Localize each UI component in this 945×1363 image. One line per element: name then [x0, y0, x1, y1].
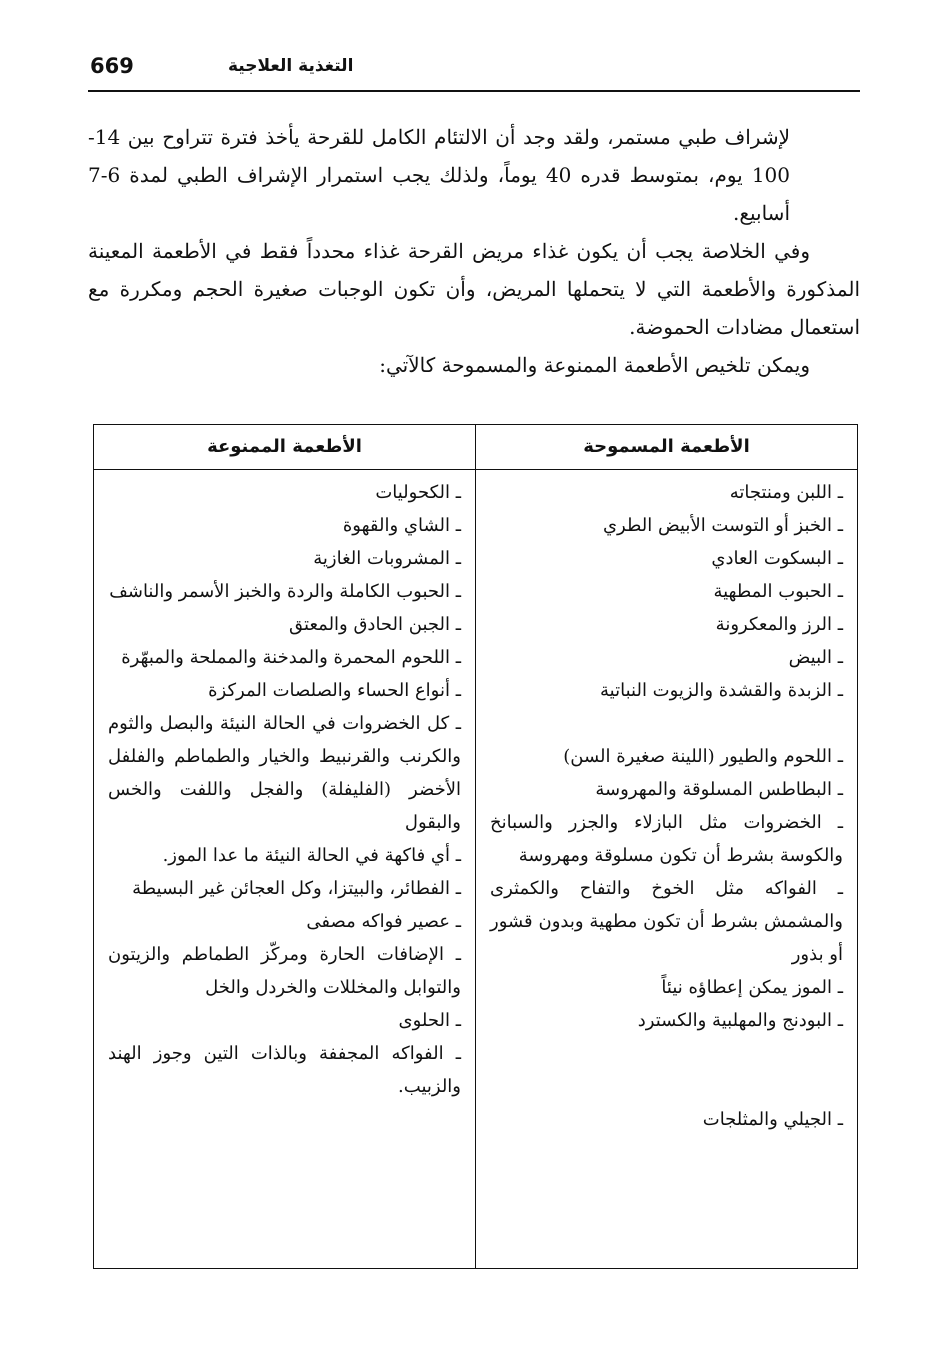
page-header	[88, 52, 860, 92]
allowed-item: ـ الحبوب المطهية	[713, 581, 843, 602]
paragraph-3: ويمكن تلخيص الأطعمة الممنوعة والمسموحة كالآتي:	[379, 353, 810, 377]
allowed-item: ـ الرز والمعكرونة	[715, 614, 843, 635]
paragraph-2: وفي الخلاصة يجب أن يكون غذاء مريض القرحة غذاء محدداً فقط في الأطعمة المعينة المذكورة والأطعمة التي لا يتحملها المريض، وأن تكون الوجبات صغيرة الحجم ومكررة مع استعمال مضادات الحموضة.	[88, 239, 860, 339]
allowed-item: ـ الزبدة والقشدة والزيوت النباتية	[600, 680, 843, 701]
page-number: 669	[90, 54, 134, 78]
forbidden-item: ـ اللحوم المحمرة والمدخنة والمملحة والمبهّرة	[121, 647, 461, 668]
forbidden-item: ـ عصير فواكه مصفى	[306, 911, 461, 932]
allowed-item: ـ الفواكه مثل الخوخ والتفاح والكمثرى والمشمش بشرط أن تكون مطهية وبدون قشور أو بذور	[490, 878, 843, 965]
forbidden-item: ـ الحبوب الكاملة والردة والخبز الأسمر والناشف	[109, 581, 461, 602]
forbidden-header: الأطعمة الممنوعة	[207, 436, 362, 457]
forbidden-item: ـ الفواكه المجففة وبالذات التين وجوز الهند والزبيب.	[108, 1043, 461, 1097]
forbidden-item: ـ أنواع الحساء والصلصات المركزة	[208, 680, 461, 701]
forbidden-item: ـ الإضافات الحارة ومركّز الطماطم والزيتون والتوابل والمخللات والخردل والخل	[108, 944, 461, 998]
body-text	[88, 118, 860, 384]
allowed-item: ـ الجيلي والمثلجات	[702, 1109, 843, 1130]
forbidden-item: ـ الفطائر، والبيتزا، وكل العجائن غير البسيطة	[132, 878, 461, 899]
paragraph-1: لإشراف طبي مستمر، ولقد وجد أن الالتئام الكامل للقرحة يأخذ فترة تتراوح بين 14-100 يوم، بمتوسط قدره 40 يوماً، ولذلك يجب استمرار الإشراف الطبي لمدة 6-7 أسابيع.	[88, 125, 790, 225]
allowed-item: ـ البودنج والمهلبية والكسترد	[637, 1010, 843, 1031]
forbidden-item: ـ الجبن الحادق والمعتق	[289, 614, 461, 635]
table-header-row	[94, 425, 857, 470]
table-body	[94, 470, 857, 1268]
allowed-item: ـ اللحوم والطيور (اللينة صغيرة السن)	[563, 746, 843, 767]
forbidden-item: ـ أي فاكهة في الحالة النيئة ما عدا الموز.	[162, 845, 461, 866]
allowed-column	[475, 470, 857, 1268]
forbidden-item: ـ الحلوى	[398, 1010, 461, 1031]
allowed-item: ـ الخبز أو التوست الأبيض الطري	[602, 515, 843, 536]
allowed-header: الأطعمة المسموحة	[475, 425, 857, 469]
allowed-item: ـ اللبن ومنتجاته	[729, 482, 843, 503]
forbidden-item: ـ الشاي والقهوة	[342, 515, 461, 536]
allowed-item: ـ البسكوت العادي	[711, 548, 843, 569]
forbidden-item: ـ كل الخضروات في الحالة النيئة والبصل والثوم والكرنب والقرنبيط والخيار والطماطم والفلفل الأخضر (الفليفلة) والفجل واللفت والخس والبقول	[108, 713, 461, 833]
allowed-item: ـ الخضروات مثل البازلاء والجزر والسبانخ والكوسة بشرط أن تكون مسلوقة ومهروسة	[490, 812, 843, 866]
allowed-item: ـ البطاطس المسلوقة والمهروسة	[595, 779, 843, 800]
running-title: التغذية العلاجية	[228, 56, 354, 76]
forbidden-column	[94, 470, 475, 1268]
forbidden-item: ـ المشروبات الغازية	[313, 548, 461, 569]
allowed-item: ـ الموز يمكن إعطاؤه نيئاً	[661, 977, 843, 998]
forbidden-item: ـ الكحوليات	[375, 482, 461, 503]
food-table	[93, 424, 858, 1269]
allowed-item: ـ البيض	[788, 647, 843, 668]
